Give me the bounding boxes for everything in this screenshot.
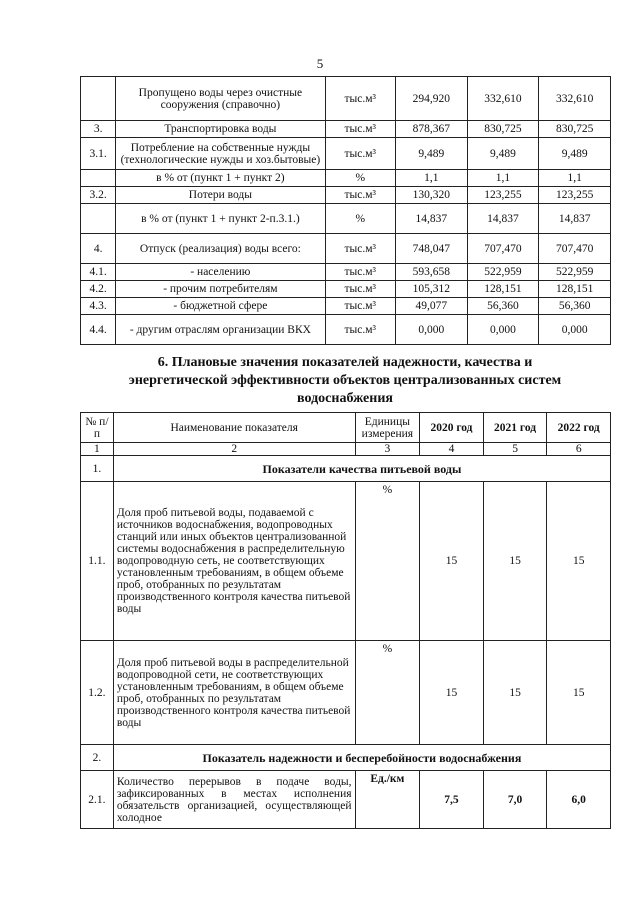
indicator-row-1-2 bbox=[81, 641, 611, 745]
row-value-2022: 56,360 bbox=[539, 298, 611, 315]
row-value-2022: 14,837 bbox=[539, 204, 611, 234]
row-value-2021: 0,000 bbox=[467, 315, 539, 345]
row-num bbox=[81, 77, 116, 121]
row-value-2021: 14,837 bbox=[467, 204, 539, 234]
indicator-value-2020: 15 bbox=[420, 482, 484, 641]
section-1-title: Показатели качества питьевой воды bbox=[113, 456, 610, 482]
column-index-cell: 3 bbox=[355, 443, 420, 456]
section-1-num: 1. bbox=[81, 456, 114, 482]
indicator-value-2021: 7,0 bbox=[483, 771, 547, 829]
row-unit: тыс.м³ bbox=[325, 121, 396, 138]
row-name: в % от (пункт 1 + пункт 2) bbox=[116, 170, 325, 187]
row-unit: тыс.м³ bbox=[325, 187, 396, 204]
indicator-name: Количество перерывов в подаче воды, зафиксированных в местах исполнения обязательств организацией, осуществляющей холодное bbox=[113, 771, 355, 829]
indicator-value-2022: 6,0 bbox=[547, 771, 611, 829]
row-value-2021: 830,725 bbox=[467, 121, 539, 138]
row-value-2022: 522,959 bbox=[539, 264, 611, 281]
indicator-unit: % bbox=[355, 482, 420, 641]
water-balance-row bbox=[81, 204, 611, 234]
row-unit: тыс.м³ bbox=[325, 298, 396, 315]
row-name: Транспортировка воды bbox=[116, 121, 325, 138]
section-2-title: Показатель надежности и бесперебойности водоснабжения bbox=[113, 745, 610, 771]
row-unit: % bbox=[325, 170, 396, 187]
section-2-row bbox=[81, 745, 611, 771]
row-num: 3.2. bbox=[81, 187, 116, 204]
indicator-row-2-1 bbox=[81, 771, 611, 829]
row-value-2020: 593,658 bbox=[396, 264, 468, 281]
header-name: Наименование показателя bbox=[113, 413, 355, 443]
row-value-2022: 128,151 bbox=[539, 281, 611, 298]
row-name: - другим отраслям организации ВКХ bbox=[116, 315, 325, 345]
row-value-2020: 9,489 bbox=[396, 138, 468, 170]
row-unit: тыс.м³ bbox=[325, 138, 396, 170]
row-value-2022: 9,489 bbox=[539, 138, 611, 170]
indicator-num: 1.1. bbox=[81, 482, 114, 641]
section-2-num: 2. bbox=[81, 745, 114, 771]
indicator-value-2021: 15 bbox=[483, 482, 547, 641]
row-value-2020: 105,312 bbox=[396, 281, 468, 298]
row-value-2020: 0,000 bbox=[396, 315, 468, 345]
water-balance-row bbox=[81, 121, 611, 138]
indicator-name: Доля проб питьевой воды, подаваемой с источников водоснабжения, водопроводных станций или иных объектов централизованной системы водоснабжения в распределительную водопроводную сеть, не соответствующих установленным требованиям, в общем объеме проб, отобранных по результатам производственного контроля качества питьевой воды bbox=[113, 482, 355, 641]
row-unit: тыс.м³ bbox=[325, 264, 396, 281]
row-num: 4.3. bbox=[81, 298, 116, 315]
row-name: Пропущено воды через очистные сооружения (справочно) bbox=[116, 77, 325, 121]
row-value-2020: 130,320 bbox=[396, 187, 468, 204]
row-name: - прочим потребителям bbox=[116, 281, 325, 298]
indicators-table bbox=[80, 412, 611, 829]
section-1-row bbox=[81, 456, 611, 482]
row-value-2022: 830,725 bbox=[539, 121, 611, 138]
row-value-2021: 128,151 bbox=[467, 281, 539, 298]
water-balance-row bbox=[81, 298, 611, 315]
row-num: 3.1. bbox=[81, 138, 116, 170]
row-num: 4.2. bbox=[81, 281, 116, 298]
row-value-2021: 522,959 bbox=[467, 264, 539, 281]
row-value-2022: 332,610 bbox=[539, 77, 611, 121]
row-num: 4.1. bbox=[81, 264, 116, 281]
column-index-cell: 5 bbox=[483, 443, 547, 456]
row-unit: тыс.м³ bbox=[325, 234, 396, 264]
row-value-2021: 332,610 bbox=[467, 77, 539, 121]
column-index-cell: 1 bbox=[81, 443, 114, 456]
indicator-value-2022: 15 bbox=[547, 482, 611, 641]
water-balance-row bbox=[81, 281, 611, 298]
row-value-2021: 9,489 bbox=[467, 138, 539, 170]
header-unit: Единицы измерения bbox=[355, 413, 420, 443]
indicator-name: Доля проб питьевой воды в распределительной водопроводной сети, не соответствующих установленным требованиям, в общем объеме проб, отобранных по результатам производственного контроля качества питьевой воды bbox=[113, 641, 355, 745]
row-value-2022: 123,255 bbox=[539, 187, 611, 204]
indicator-unit: % bbox=[355, 641, 420, 745]
row-value-2020: 878,367 bbox=[396, 121, 468, 138]
row-unit: тыс.м³ bbox=[325, 77, 396, 121]
row-value-2021: 56,360 bbox=[467, 298, 539, 315]
row-value-2022: 707,470 bbox=[539, 234, 611, 264]
row-name: - населению bbox=[116, 264, 325, 281]
row-value-2022: 0,000 bbox=[539, 315, 611, 345]
water-balance-row bbox=[81, 187, 611, 204]
row-value-2021: 1,1 bbox=[467, 170, 539, 187]
header-num: № п/п bbox=[81, 413, 114, 443]
water-balance-row bbox=[81, 234, 611, 264]
row-value-2020: 294,920 bbox=[396, 77, 468, 121]
row-unit: тыс.м³ bbox=[325, 281, 396, 298]
column-index-row bbox=[81, 443, 611, 456]
indicator-value-2020: 15 bbox=[420, 641, 484, 745]
row-num: 3. bbox=[81, 121, 116, 138]
indicators-header-row bbox=[81, 413, 611, 443]
indicator-value-2022: 15 bbox=[547, 641, 611, 745]
row-name: - бюджетной сфере bbox=[116, 298, 325, 315]
row-unit: % bbox=[325, 204, 396, 234]
row-num: 4.4. bbox=[81, 315, 116, 345]
water-balance-row bbox=[81, 315, 611, 345]
row-name: Потери воды bbox=[116, 187, 325, 204]
indicator-row-1-1 bbox=[81, 482, 611, 641]
indicator-num: 1.2. bbox=[81, 641, 114, 745]
column-index-cell: 4 bbox=[420, 443, 484, 456]
water-balance-row bbox=[81, 170, 611, 187]
indicator-value-2020: 7,5 bbox=[420, 771, 484, 829]
row-value-2022: 1,1 bbox=[539, 170, 611, 187]
column-index-cell: 6 bbox=[547, 443, 611, 456]
header-2020: 2020 год bbox=[420, 413, 484, 443]
water-balance-table-body bbox=[81, 77, 611, 345]
row-value-2020: 748,047 bbox=[396, 234, 468, 264]
row-value-2021: 123,255 bbox=[467, 187, 539, 204]
water-balance-table bbox=[80, 76, 611, 345]
indicator-unit: Ед./км bbox=[355, 771, 420, 829]
row-unit: тыс.м³ bbox=[325, 315, 396, 345]
water-balance-row bbox=[81, 264, 611, 281]
row-name: Отпуск (реализация) воды всего: bbox=[116, 234, 325, 264]
indicator-value-2021: 15 bbox=[483, 641, 547, 745]
row-name: Потребление на собственные нужды (технологические нужды и хоз.бытовые) bbox=[116, 138, 325, 170]
section-6-title: 6. Плановые значения показателей надежности, качества и энергетической эффективности объектов централизованных систем водоснабжения bbox=[128, 355, 562, 406]
page-number: 5 bbox=[316, 56, 324, 71]
indicator-num: 2.1. bbox=[81, 771, 114, 829]
header-2021: 2021 год bbox=[483, 413, 547, 443]
header-2022: 2022 год bbox=[547, 413, 611, 443]
row-name: в % от (пункт 1 + пункт 2-п.3.1.) bbox=[116, 204, 325, 234]
water-balance-row bbox=[81, 77, 611, 121]
row-value-2020: 1,1 bbox=[396, 170, 468, 187]
row-value-2020: 14,837 bbox=[396, 204, 468, 234]
water-balance-row bbox=[81, 138, 611, 170]
row-num bbox=[81, 204, 116, 234]
column-index-cell: 2 bbox=[113, 443, 355, 456]
row-value-2021: 707,470 bbox=[467, 234, 539, 264]
row-num bbox=[81, 170, 116, 187]
row-num: 4. bbox=[81, 234, 116, 264]
row-value-2020: 49,077 bbox=[396, 298, 468, 315]
